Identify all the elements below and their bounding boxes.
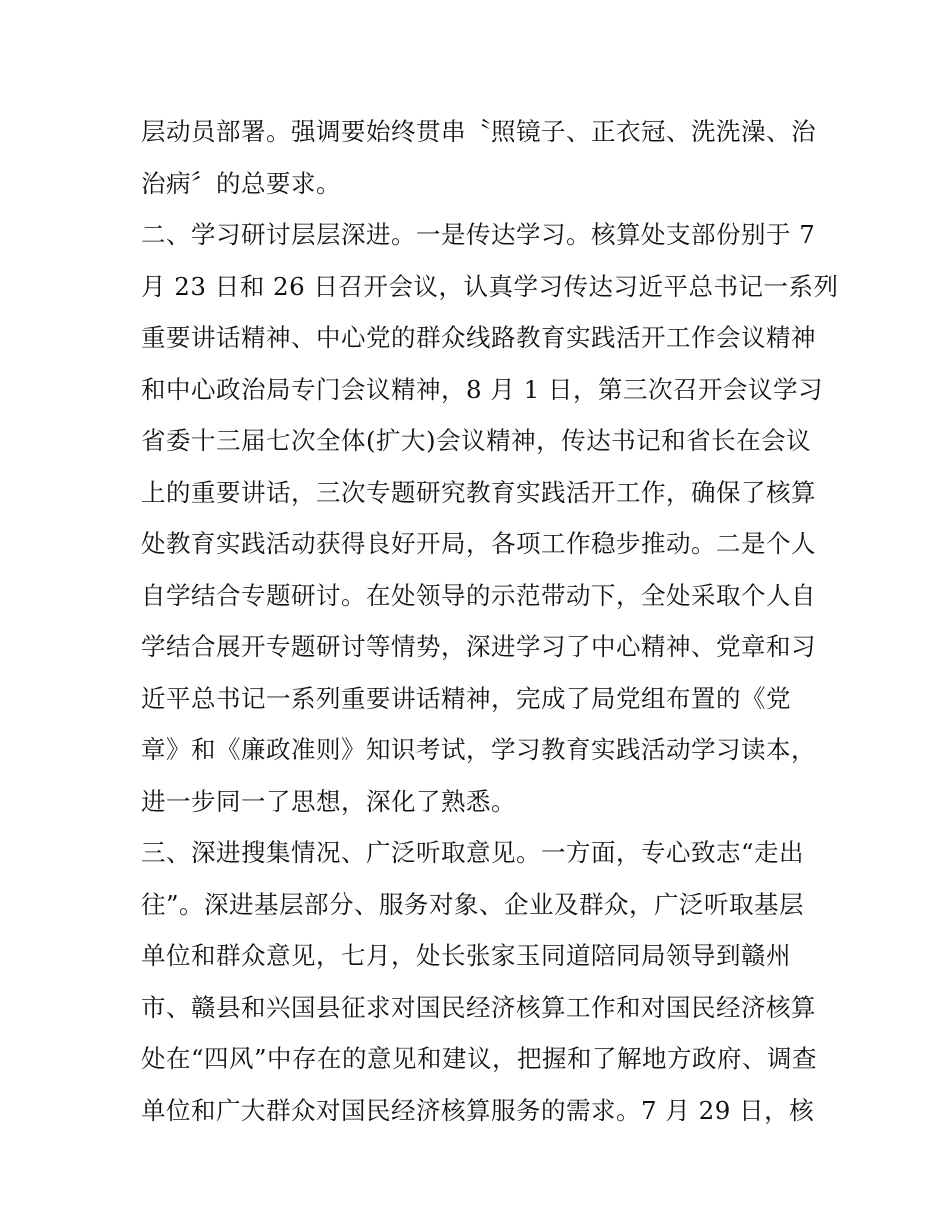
text-line: 处在“四风”中存在的意见和建议，把握和了解地方政府、调查 — [141, 1044, 818, 1073]
text-line: 重要讲话精神、中心党的群众线路教育实践活开工作会议精神 — [141, 323, 816, 352]
text-line: 学结合展开专题研讨等情势，深进学习了中心精神、党章和习 — [141, 632, 816, 661]
text-line: 市、赣县和兴国县征求对国民经济核算工作和对国民经济核算 — [141, 992, 816, 1022]
text-line: 二、学习研讨层层深进。一是传达学习。核算处支部份别于 7 — [141, 220, 816, 249]
text-line: 治病〞的总要求。 — [141, 168, 341, 198]
text-line: 层动员部署。强调要始终贯串〝照镜子、正衣冠、洗洗澡、治 — [141, 117, 816, 146]
text-line: 往”。深进基层部分、服务对象、企业及群众，广泛听取基层 — [141, 889, 805, 919]
text-line: 和中心政治局专门会议精神，8 月 1 日，第三次召开会议学习 — [141, 374, 824, 404]
body-text — [141, 106, 839, 1136]
text-line: 三、深进搜集情况、广泛听取意见。一方面，专心致志“走出 — [141, 838, 805, 867]
text-line: 进一步同一了思想，深化了熟悉。 — [141, 786, 516, 816]
text-line: 处教育实践活动获得良好开局，各项工作稳步推动。二是个人 — [141, 529, 816, 558]
text-line: 近平总书记一系列重要讲话精神，完成了局党组布置的《党 — [141, 683, 791, 713]
text-line: 省委十三届七次全体(扩大)会议精神，传达书记和省长在会议 — [141, 426, 812, 455]
text-line: 单位和群众意见，七月，处长张家玉同道陪同局领导到赣州 — [141, 941, 791, 970]
text-line: 上的重要讲话，三次专题研究教育实践活开工作，确保了核算 — [141, 477, 816, 507]
text-line: 单位和广大群众对国民经济核算服务的需求。7 月 29 日，核 — [141, 1095, 815, 1125]
text-line: 章》和《廉政准则》知识考试，学习教育实践活动学习读本， — [141, 735, 816, 764]
text-line: 自学结合专题研讨。在处领导的示范带动下，全处采取个人自 — [141, 580, 816, 610]
text-line: 月 23 日和 26 日召开会议，认真学习传达习近平总书记一系列 — [141, 271, 839, 301]
